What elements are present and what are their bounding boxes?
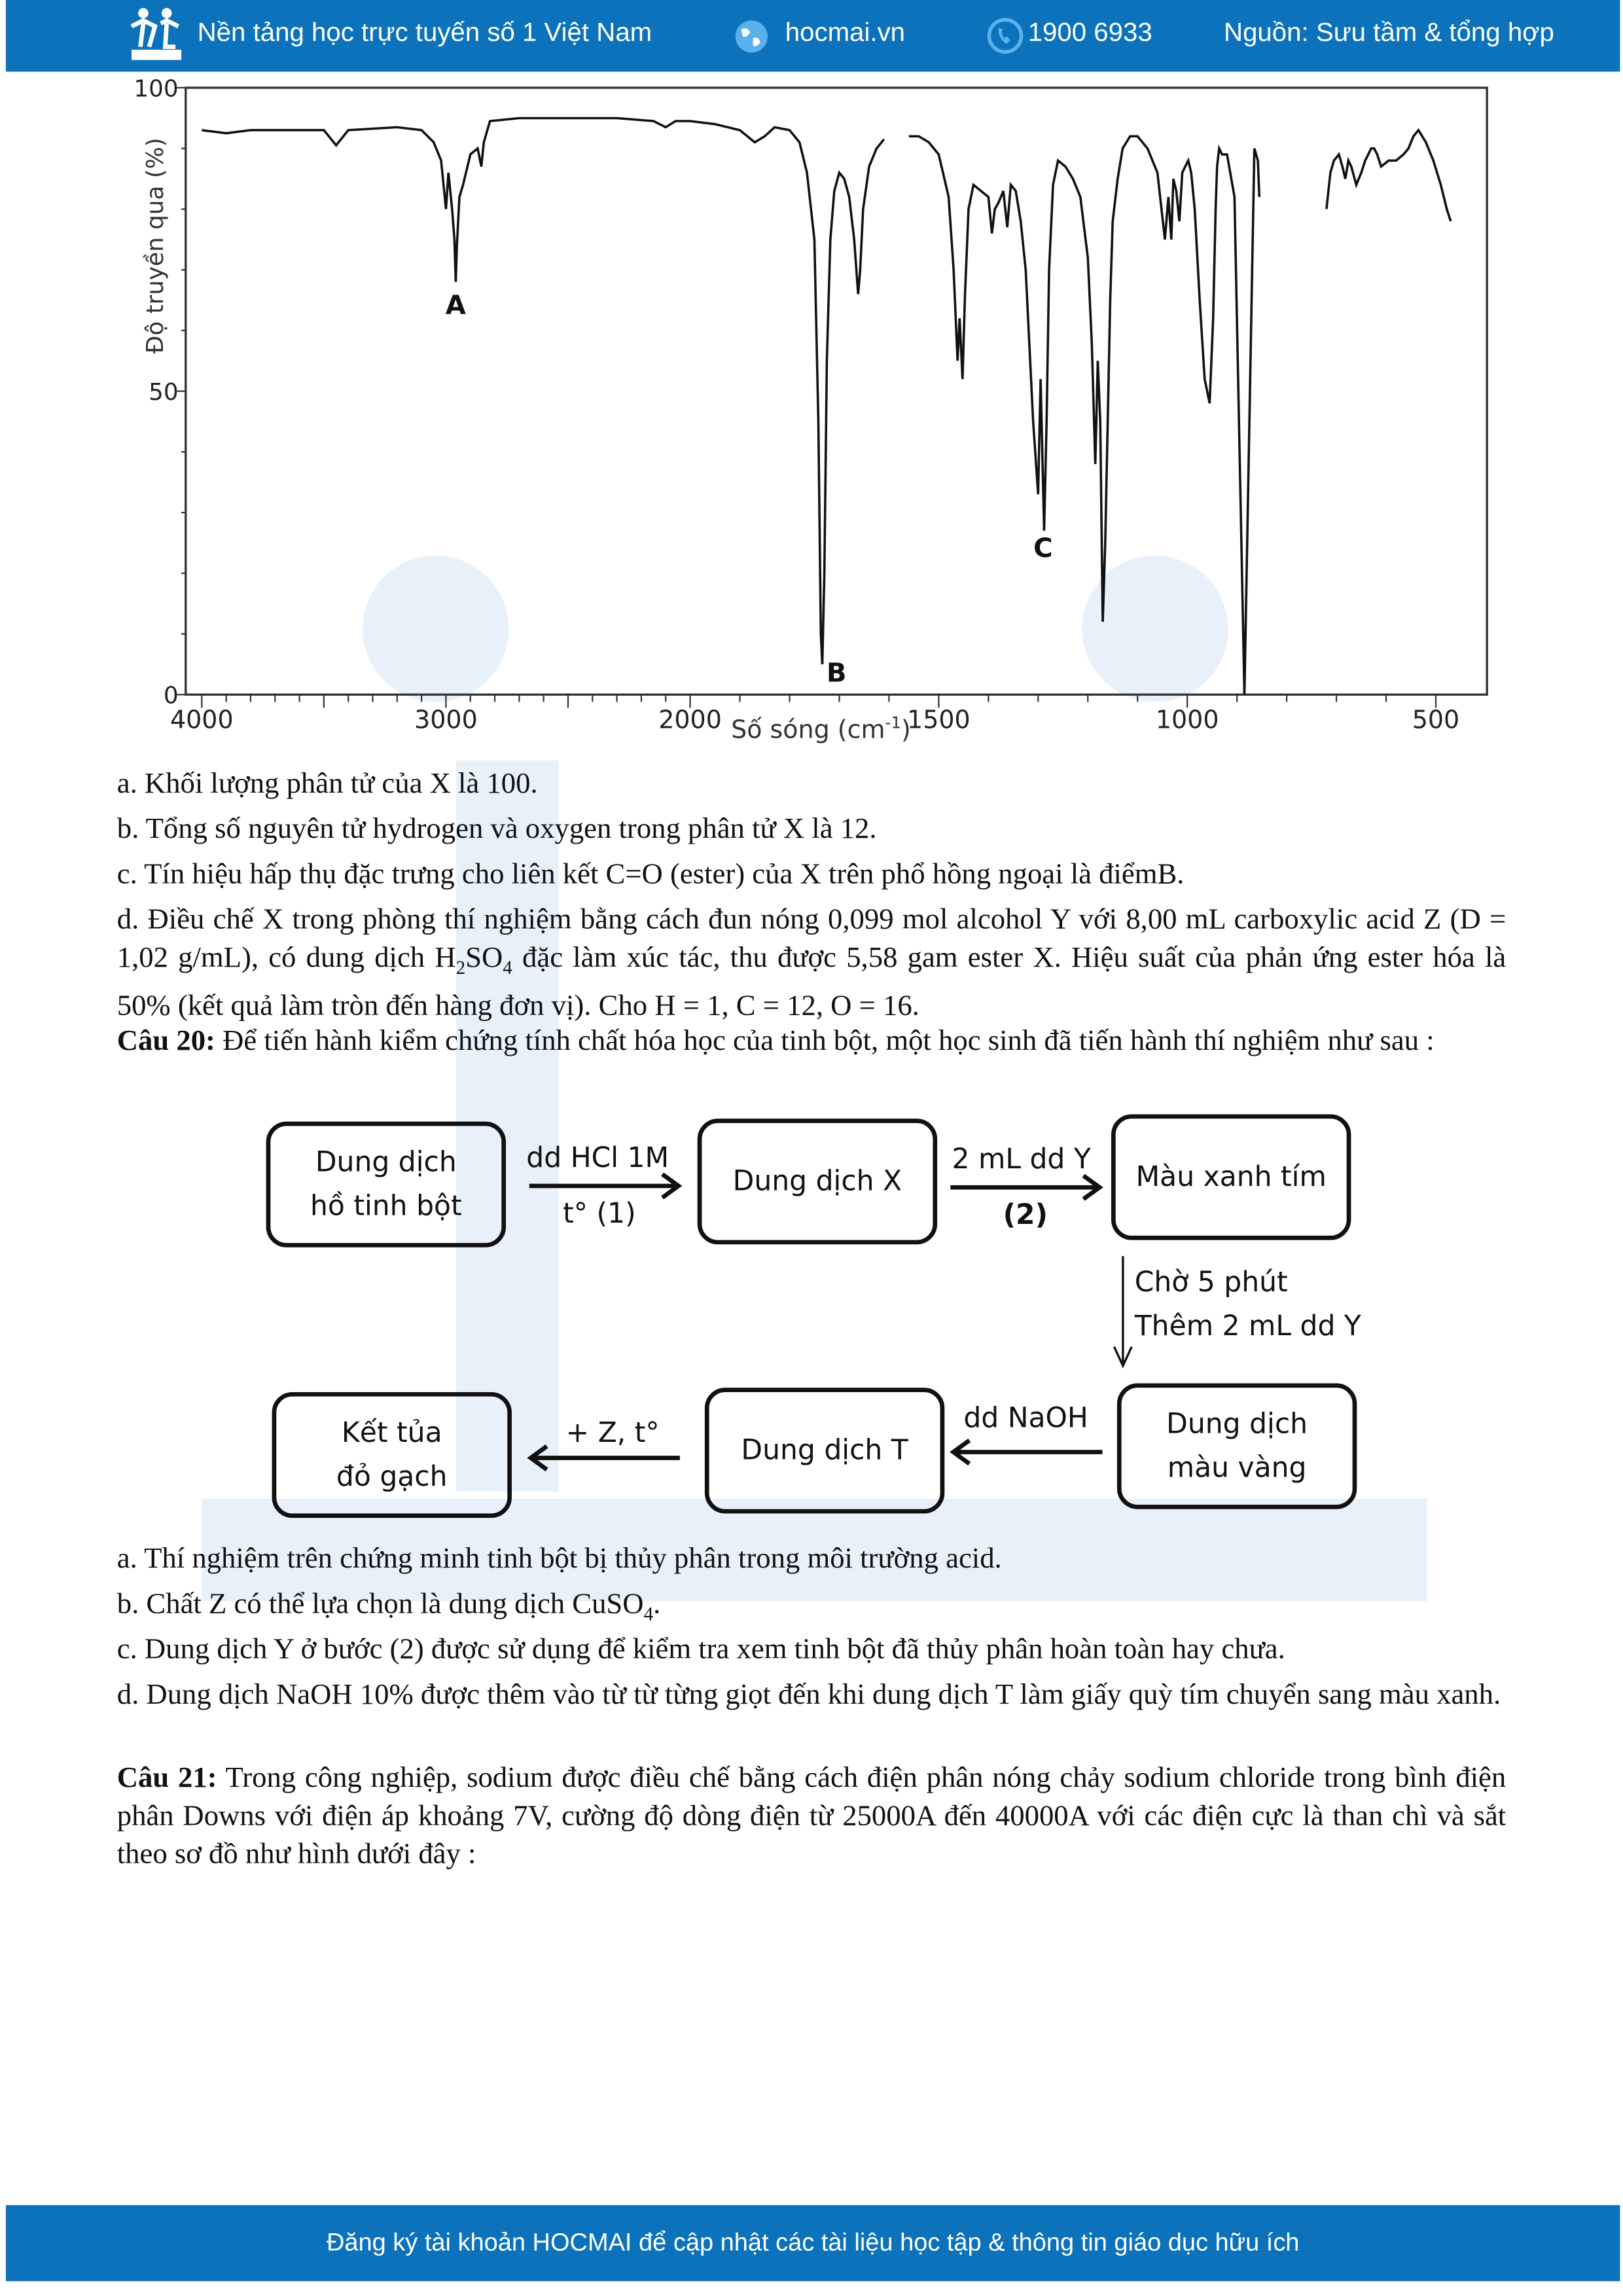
arrow2-bottom-label: (2): [1003, 1199, 1048, 1232]
peak-label-b: B: [826, 658, 847, 689]
footer-text[interactable]: Đăng ký tài khoản HOCMAI để cập nhật các tài liệu học tập & thông tin giáo dục hữu ích: [326, 2228, 1300, 2257]
arrow1-top-label: dd HCl 1M: [526, 1141, 669, 1175]
box-text: Màu xanh tím: [1135, 1160, 1327, 1194]
header-tagline: Nền tảng học trực tuyến số 1 Việt Nam: [197, 17, 652, 47]
x-axis-label-end: ): [901, 715, 911, 745]
box-text: hồ tinh bột: [310, 1190, 462, 1223]
x-tick-label: 2000: [658, 705, 722, 734]
q21-text: Trong công nghiệp, sodium được điều chế bằng cách điện phân nóng chảy sodium chloride trong bình điện phân Downs với điện áp khoảng 7V, cường độ dòng điện từ 25000A đến 40000A với các điện cực là than chì và sắt theo sơ đồ như hình dưới đây :: [116, 1762, 1507, 1871]
sub: 4: [643, 1602, 654, 1625]
header-source: Nguồn: Sưu tầm & tổng hợp: [1224, 17, 1554, 47]
q20-option-d: d. Dung dịch NaOH 10% được thêm vào từ từ từng giọt đến khi dung dịch T làm giấy quỳ tím chuyển sang màu xanh.: [116, 1678, 1501, 1712]
sub: 4: [503, 956, 512, 978]
q20-text: Để tiến hành kiểm chứng tính chất hóa học của tinh bột, một học sinh đã tiến hành thí nghiệm như sau :: [215, 1025, 1435, 1058]
sub: 2: [455, 956, 466, 978]
arrow2-top-label: 2 mL dd Y: [952, 1143, 1091, 1176]
box-text: Dung dịch: [1166, 1408, 1308, 1441]
arrow3-label-add: Thêm 2 mL dd Y: [1134, 1310, 1361, 1342]
arrow-4: [954, 1441, 1103, 1464]
q19-option-a: a. Khối lượng phân tử của X là 100.: [116, 767, 538, 800]
box-text: Dung dịch X: [732, 1165, 902, 1198]
q19-option-c: c. Tín hiệu hấp thụ đặc trưng cho liên kết C=O (ester) của X trên phổ hồng ngoại là điểmB.: [116, 858, 1185, 891]
y-tick-label: 50: [149, 379, 179, 406]
header-phone[interactable]: 1900 6933: [1027, 17, 1152, 47]
box-text: Kết tủa: [341, 1416, 442, 1450]
q20-option-c: c. Dung dịch Y ở bước (2) được sử dụng để kiểm tra xem tinh bột đã thủy phân hoàn toàn hay chưa.: [116, 1633, 1285, 1666]
peak-label-c: C: [1033, 533, 1053, 564]
arrow4-label: dd NaOH: [963, 1402, 1088, 1435]
q19-option-b: b. Tổng số nguyên tử hydrogen và oxygen trong phân tử X là 12.: [116, 813, 877, 846]
y-tick-label: 0: [163, 682, 179, 709]
box-text: màu vàng: [1167, 1452, 1307, 1484]
arrow5-label: + Z, t°: [565, 1416, 660, 1450]
q21-stem: [117, 1759, 1506, 1873]
y-tick-label: 100: [134, 75, 179, 103]
arrow-5: [531, 1446, 680, 1470]
box-text: Dung dịch: [315, 1146, 457, 1179]
header-website[interactable]: hocmai.vn: [785, 17, 906, 47]
footer-bar: [6, 2205, 1620, 2281]
box-text: đỏ gạch: [336, 1460, 448, 1494]
q20-b-end: .: [653, 1588, 661, 1621]
box-text: Dung dịch T: [741, 1434, 908, 1467]
q20-b-text: b. Chất Z có thể lựa chọn là dung dịch CuSO: [116, 1588, 644, 1621]
x-tick-label: 1500: [907, 705, 971, 734]
y-axis-label: Độ truyền qua (%): [141, 137, 169, 354]
q19-d-text3: đặc làm xúc tác, thu được 5,58 gam ester X. Hiệu suất của phản ứng ester hóa là 50% (kết quả làm tròn đến hàng đơn vị). Cho H = 1, C = 12, O = 16.: [116, 941, 1507, 1022]
x-tick-label: 1000: [1155, 705, 1219, 734]
arrow1-bottom-label: t° (1): [563, 1197, 636, 1230]
x-axis-label-text: Số sóng (cm: [731, 715, 885, 745]
peak-label-a: A: [445, 290, 466, 321]
arrow-3: [1114, 1256, 1132, 1366]
q19-d-text2: SO: [465, 941, 503, 974]
q20-option-a: a. Thí nghiệm trên chứng minh tinh bột bị thủy phân trong môi trường acid.: [116, 1543, 1002, 1575]
arrow-2: [950, 1175, 1099, 1199]
q21-label: Câu 21:: [116, 1762, 217, 1795]
arrow3-label-wait: Chờ 5 phút: [1134, 1266, 1288, 1299]
q19-d-text1: d. Điều chế X trong phòng thí nghiệm bằng cách đun nóng 0,099 mol alcohol Y với 8,00 mL carboxylic acid Z (D = 1,02 g/mL), có dung dịch H: [116, 903, 1507, 974]
x-axis-label-sup: -1: [885, 713, 902, 733]
x-tick-label: 500: [1412, 705, 1460, 734]
x-tick-label: 4000: [169, 705, 234, 734]
arrow-1: [529, 1174, 679, 1198]
q20-option-b: [117, 1585, 1506, 1634]
q20-label: Câu 20:: [116, 1025, 215, 1058]
x-tick-label: 3000: [414, 705, 478, 734]
